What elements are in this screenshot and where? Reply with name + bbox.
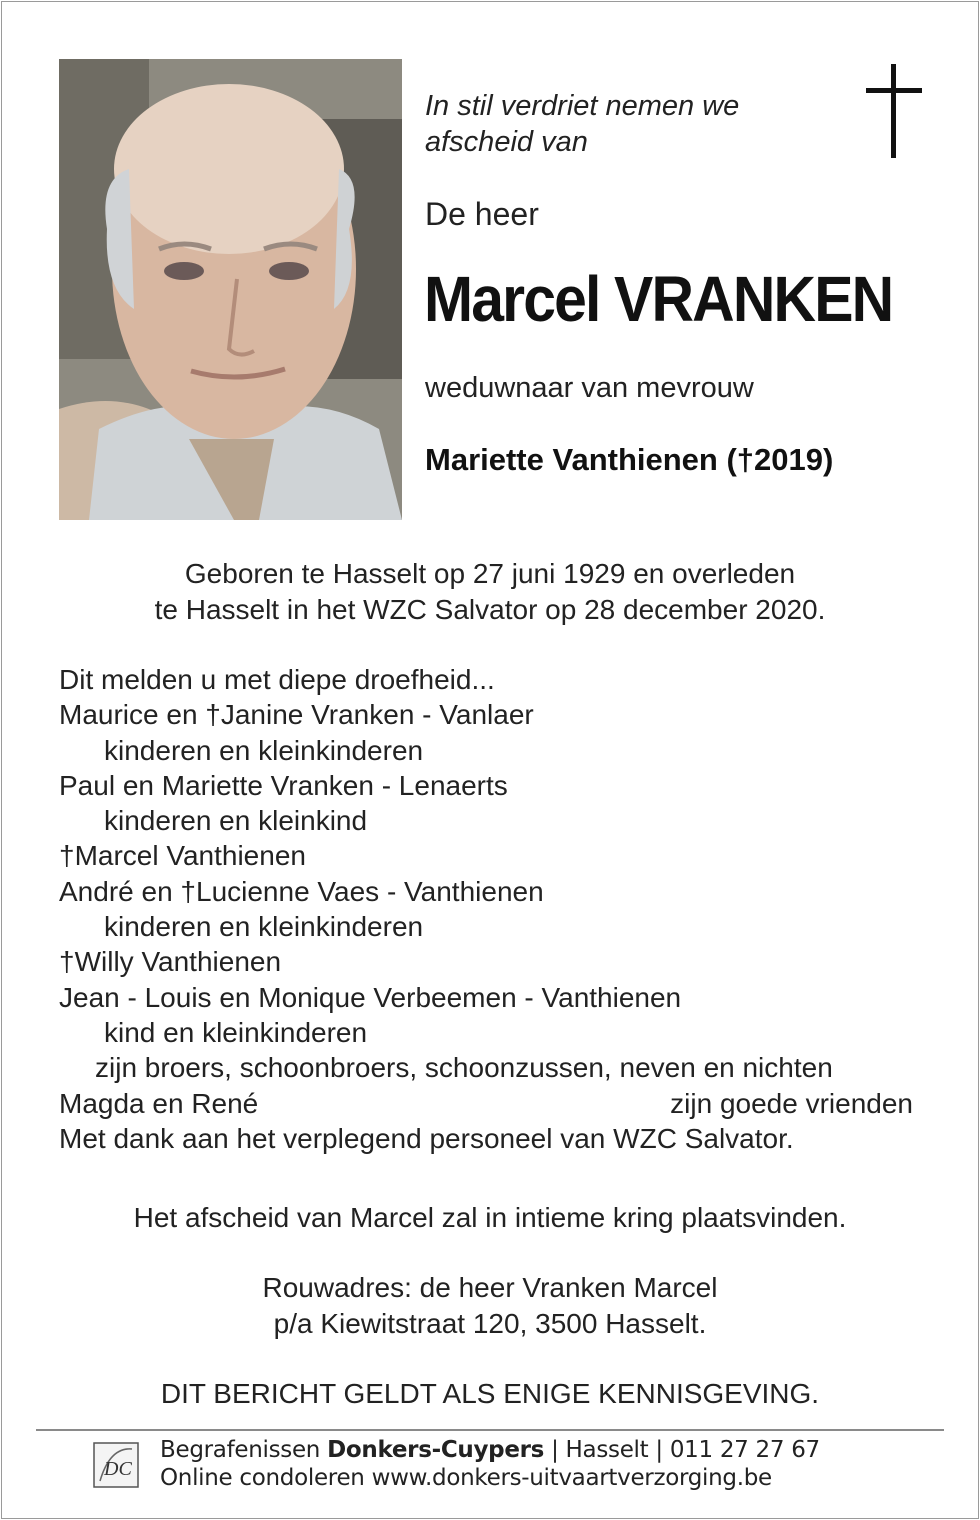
portrait-illustration bbox=[59, 59, 402, 520]
footer-line-company bbox=[160, 1436, 820, 1464]
footer-prefix: Begrafenissen bbox=[160, 1437, 321, 1463]
list-item: Jean - Louis en Monique Verbeemen - Vanthienen bbox=[59, 981, 682, 1013]
list-item: kinderen en kleinkind bbox=[104, 805, 368, 837]
notice-text: DIT BERICHT GELDT ALS ENIGE KENNISGEVING. bbox=[160, 1378, 820, 1409]
company-name: Donkers-Cuypers bbox=[327, 1437, 545, 1463]
list-item: Maurice en †Janine Vranken - Vanlaer bbox=[59, 699, 534, 731]
footer-divider bbox=[36, 1429, 944, 1431]
list-item: Dit melden u met diepe droefheid... bbox=[59, 664, 495, 695]
family-list bbox=[59, 662, 919, 1156]
list-item: zijn broers, schoonbroers, schoonzussen, neven en nichten bbox=[95, 1052, 833, 1084]
logo-text: DC bbox=[104, 1458, 132, 1480]
cross-icon bbox=[866, 64, 922, 158]
spouse-intro: weduwnaar van mevrouw bbox=[425, 372, 754, 404]
funeral-home-logo bbox=[92, 1441, 140, 1489]
list-item: kinderen en kleinkinderen bbox=[104, 911, 424, 943]
birth-line: te Hasselt in het WZC Salvator op 28 december 2020. bbox=[154, 594, 826, 625]
footer-line-online bbox=[160, 1464, 820, 1492]
intro-line: In stil verdriet nemen we bbox=[425, 90, 740, 122]
list-item: kinderen en kleinkinderen bbox=[104, 734, 424, 766]
mourning-address bbox=[0, 1270, 980, 1342]
intro-line: afscheid van bbox=[425, 126, 588, 158]
address-line: Rouwadres: de heer Vranken Marcel bbox=[262, 1272, 718, 1303]
list-item: Paul en Mariette Vranken - Lenaerts bbox=[59, 769, 508, 801]
friends-row bbox=[59, 1086, 919, 1121]
list-item: †Marcel Vanthienen bbox=[59, 840, 306, 872]
title-prefix: De heer bbox=[425, 196, 539, 232]
website-link[interactable]: www.donkers-uitvaartverzorging.be bbox=[371, 1465, 772, 1491]
friends-names: Magda en René bbox=[59, 1087, 259, 1119]
online-label: Online condoleren bbox=[160, 1465, 365, 1491]
company-details: | Hasselt | 011 27 27 67 bbox=[551, 1437, 820, 1463]
list-item: †Willy Vanthienen bbox=[59, 946, 282, 978]
list-item: kind en kleinkinderen bbox=[104, 1016, 368, 1048]
farewell-text: Het afscheid van Marcel zal in intieme kring plaatsvinden. bbox=[133, 1202, 847, 1233]
thanks-line: Met dank aan het verplegend personeel van WZC Salvator. bbox=[59, 1122, 794, 1154]
spouse-name: Mariette Vanthienen (†2019) bbox=[425, 442, 834, 477]
birth-death-details bbox=[0, 556, 980, 628]
portrait-photo bbox=[59, 59, 402, 520]
footer bbox=[160, 1436, 820, 1492]
birth-line: Geboren te Hasselt op 27 juni 1929 en overleden bbox=[184, 558, 796, 589]
list-item: André en †Lucienne Vaes - Vanthienen bbox=[59, 875, 544, 907]
friends-label: zijn goede vrienden bbox=[670, 1087, 913, 1119]
intro-text bbox=[425, 88, 845, 160]
address-line: p/a Kiewitstraat 120, 3500 Hasselt. bbox=[273, 1308, 707, 1339]
deceased-name: Marcel VRANKEN bbox=[424, 263, 893, 335]
